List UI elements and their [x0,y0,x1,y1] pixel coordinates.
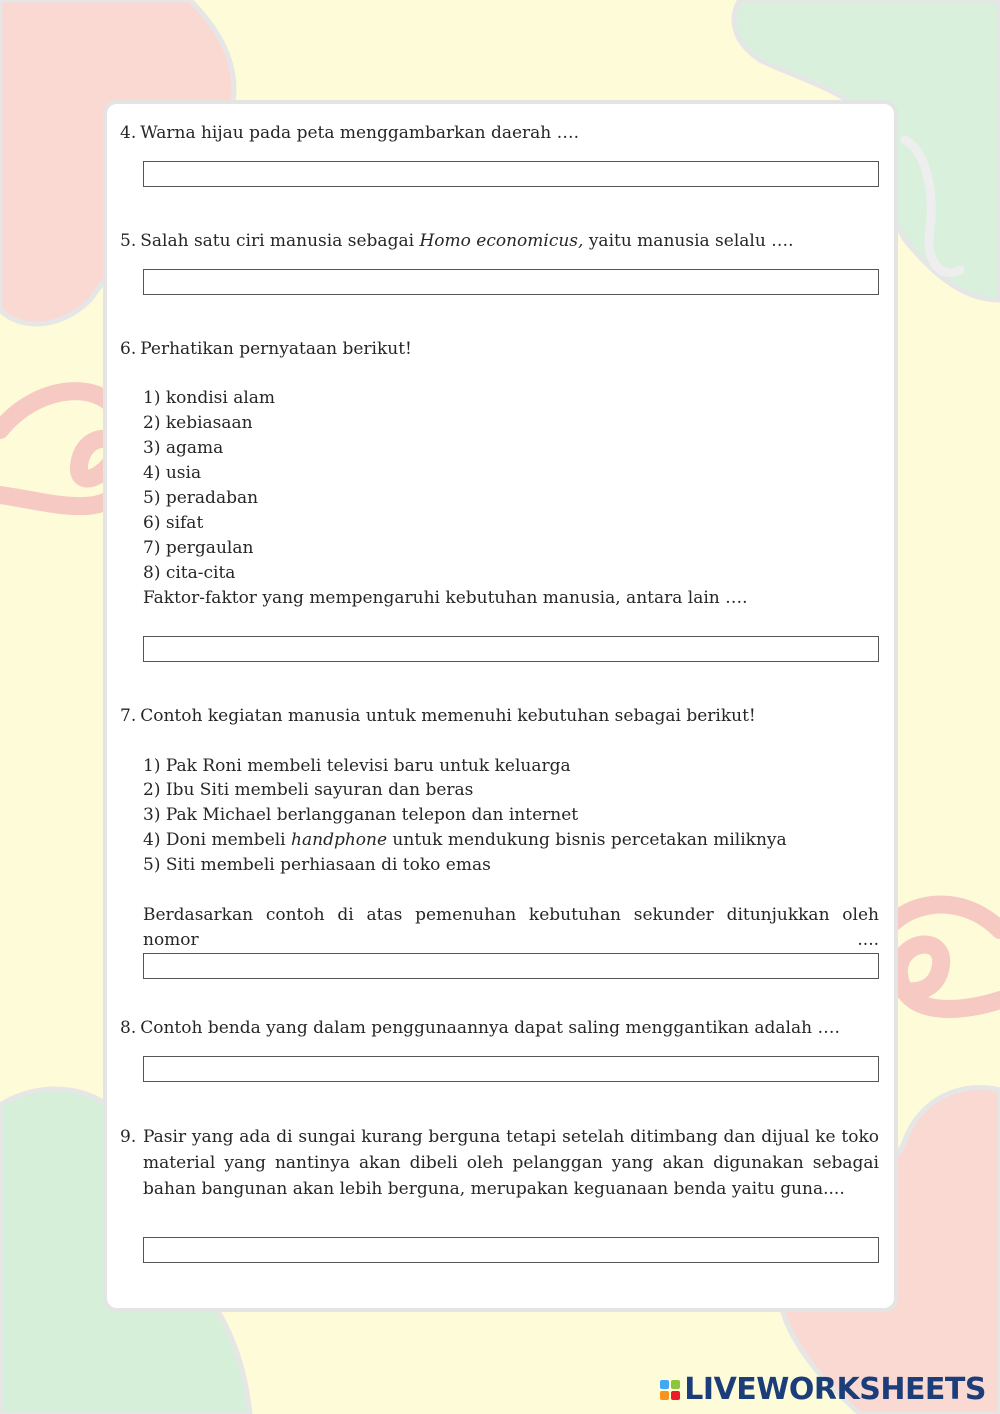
answer-4-input[interactable] [143,161,879,187]
question-8-number: 8. [120,1018,137,1038]
question-6-item-1: 1) kondisi alam [143,388,276,408]
question-6-number: 6. [120,339,137,359]
liveworksheets-logo-icon [660,1380,680,1400]
question-6-item-6: 6) sifat [143,513,204,533]
question-7-item-5: 5) Siti membeli perhiasaan di toko emas [143,855,491,875]
question-5-number: 5. [120,231,137,251]
question-7-prompt: Berdasarkan contoh di atas pemenuhan kebutuhan sekunder ditunjukkan oleh nomor .... [143,905,879,950]
answer-5-input[interactable] [143,269,879,295]
question-4-text: Warna hijau pada peta menggambarkan daerah …. [140,123,580,143]
answer-8-input[interactable] [143,1056,879,1082]
answer-6-input[interactable] [143,636,879,662]
question-7-item-1: 1) Pak Roni membeli televisi baru untuk keluarga [143,756,571,776]
question-6-item-4: 4) usia [143,463,202,483]
question-6-item-7: 7) pergaulan [143,538,254,558]
brand-name: LIVEWORKSHEETS [684,1372,986,1407]
question-9-number: 9. [120,1127,137,1147]
liveworksheets-brand [660,1372,986,1407]
answer-9-input[interactable] [143,1237,879,1263]
question-6-item-2: 2) kebiasaan [143,413,253,433]
answer-7-input[interactable] [143,953,879,979]
question-7-item-3: 3) Pak Michael berlangganan telepon dan internet [143,805,579,825]
question-6-item-8: 8) cita-cita [143,563,236,583]
question-6-item-3: 3) agama [143,438,224,458]
question-7-item-4-before: 4) Doni membeli [143,830,292,850]
question-7-text: Contoh kegiatan manusia untuk memenuhi kebutuhan sebagai berikut! [140,706,756,726]
question-7-item-4-italic: handphone [291,830,388,850]
question-4 [120,121,579,146]
question-4-number: 4. [120,123,137,143]
question-7-item-4-after: untuk mendukung bisnis percetakan miliknya [387,830,787,850]
question-5-text-after: yaitu manusia selalu …. [583,231,794,251]
question-7-item-4 [143,828,787,853]
question-5 [120,229,794,254]
question-7-item-2: 2) Ibu Siti membeli sayuran dan beras [143,780,474,800]
question-7 [120,704,756,729]
question-6-item-5: 5) peradaban [143,488,259,508]
question-8-text: Contoh benda yang dalam penggunaannya dapat saling menggantikan adalah …. [140,1018,840,1038]
question-6-prompt: Faktor-faktor yang mempengaruhi kebutuhan manusia, antara lain …. [143,588,748,608]
question-9-text: Pasir yang ada di sungai kurang berguna tetapi setelah ditimbang dan dijual ke toko material yang nantinya akan dibeli oleh pelanggan yang akan digunakan sebagai bahan bangunan akan lebih berguna, merupakan keguanaan benda yaitu guna.... [143,1127,879,1199]
question-5-text-italic: Homo economicus, [419,231,584,251]
question-7-number: 7. [120,706,137,726]
question-6 [120,337,412,362]
question-8 [120,1016,840,1041]
question-5-text-before: Salah satu ciri manusia sebagai [140,231,420,251]
question-6-text: Perhatikan pernyataan berikut! [140,339,412,359]
